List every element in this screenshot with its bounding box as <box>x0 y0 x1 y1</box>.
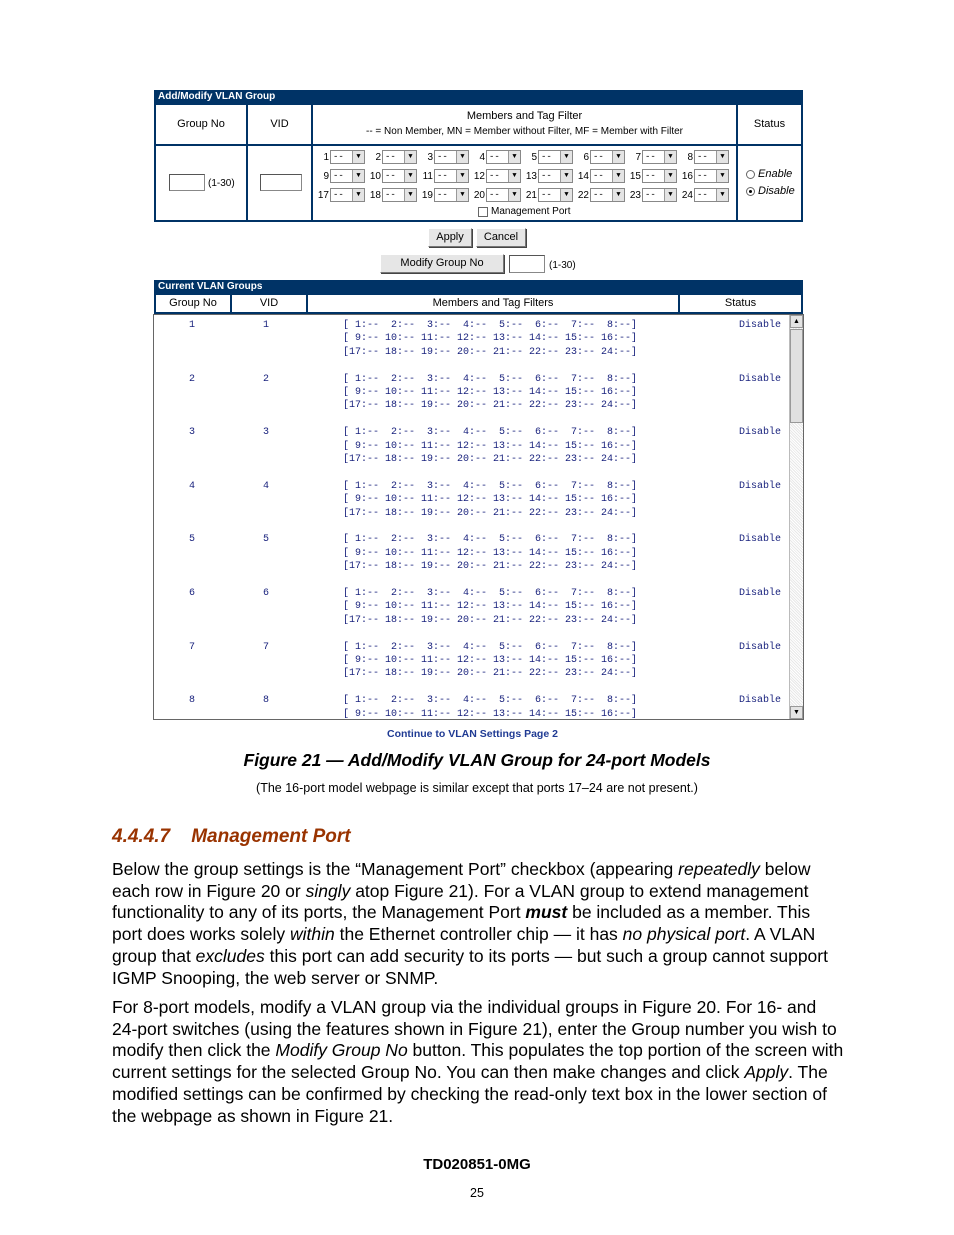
text-run: repeatedly <box>678 859 760 879</box>
port-17-select-cell <box>317 188 365 202</box>
chevron-down-icon[interactable]: ▼ <box>352 170 364 182</box>
select-value: -- <box>333 190 344 200</box>
row-group-no: 8 <box>188 695 195 707</box>
scroll-down-icon[interactable]: ▼ <box>790 706 803 719</box>
group-no-input[interactable] <box>169 174 205 191</box>
current-vlan-groups-title <box>154 280 803 295</box>
port-14-select-cell <box>577 169 625 183</box>
port-17-member-select[interactable] <box>330 188 365 202</box>
port-number-label: 13 <box>525 170 537 182</box>
chevron-down-icon[interactable]: ▼ <box>664 189 676 201</box>
port-number-label: 8 <box>687 151 693 163</box>
current-col-vid: VID <box>259 297 279 309</box>
port-number-label: 23 <box>629 189 641 201</box>
row-vid: 7 <box>262 641 269 653</box>
port-18-select-cell <box>369 188 417 202</box>
add-vlan-group-title-text: Add/Modify VLAN Group <box>158 91 276 102</box>
row-vid: 2 <box>262 373 269 385</box>
select-value: -- <box>333 152 344 162</box>
chevron-down-icon[interactable]: ▼ <box>508 189 520 201</box>
chevron-down-icon[interactable]: ▼ <box>404 170 416 182</box>
row-status: Disable <box>738 588 781 599</box>
enable-label: Enable <box>758 168 793 180</box>
row-status: Disable <box>738 534 781 546</box>
port-number-label: 16 <box>681 170 693 182</box>
scroll-up-icon[interactable]: ▲ <box>790 315 803 328</box>
disable-label: Disable <box>758 185 795 197</box>
modify-group-range: (1-30) <box>549 260 576 271</box>
port-number-label: 10 <box>369 170 381 182</box>
chevron-down-icon[interactable]: ▼ <box>456 189 468 201</box>
chevron-down-icon[interactable]: ▼ <box>352 151 364 163</box>
port-24-select-cell <box>681 188 729 202</box>
row-group-no: 1 <box>188 320 195 331</box>
port-number-label: 21 <box>525 189 537 201</box>
text-run: Modify Group No <box>275 1040 408 1061</box>
port-number-label: 5 <box>531 151 537 163</box>
row-status: Disable <box>738 480 781 492</box>
col-members: Members and Tag Filter <box>466 110 583 122</box>
row-group-no: 2 <box>188 373 195 385</box>
select-value: -- <box>437 152 448 162</box>
chevron-down-icon[interactable]: ▼ <box>612 151 624 163</box>
chevron-down-icon[interactable]: ▼ <box>560 151 572 163</box>
management-port-checkbox[interactable] <box>478 207 488 217</box>
cancel-button[interactable]: Cancel <box>476 228 526 247</box>
text-run: . A VLAN group that <box>112 924 816 966</box>
port-number-label: 6 <box>583 151 589 163</box>
port-13-member-select[interactable] <box>538 169 573 183</box>
port-8-select-cell <box>681 150 729 164</box>
chevron-down-icon[interactable]: ▼ <box>508 151 520 163</box>
port-21-select-cell <box>525 188 573 202</box>
port-5-select-cell <box>525 150 573 164</box>
port-number-label: 11 <box>422 170 433 182</box>
row-members: [ 1:-- 2:-- 3:-- 4:-- 5:-- 6:-- 7:-- 8:--] [ 9:-- 10:-- 11:-- 12:-- 13:-- 14:-- 15:-- 16:--] [17:-- 18:-- 19:-- 20:-- 21:-- 22:-- 23:-- 24:--] <box>343 480 638 519</box>
row-members: [ 1:-- 2:-- 3:-- 4:-- 5:-- 6:-- 7:-- 8:--] [ 9:-- 10:-- 11:-- 12:-- 13:-- 14:-- 15:-- 16:--] [17:-- 18:-- 19:-- 20:-- 21:-- 22:-- 23:-- 24:--] <box>343 641 638 680</box>
select-value: -- <box>385 171 396 181</box>
select-value: -- <box>541 171 552 181</box>
row-vid: 6 <box>262 588 269 599</box>
select-value: -- <box>697 152 708 162</box>
current-groups-header <box>154 294 803 314</box>
text-run: the Ethernet controller chip — it has <box>334 924 623 945</box>
text-run: this port can add security to its ports — but such a group cannot support IGMP Snooping, the web server or SNMP. <box>112 945 828 988</box>
col-status: Status <box>753 118 786 130</box>
status-disable-option[interactable] <box>746 185 795 197</box>
text-run: atop Figure 21). For a VLAN group to extend management functionality to any of its ports, the Management Port <box>112 880 809 923</box>
text-run: button. This populates the top portion of the screen with current settings for the selected Group No. You can then make changes and click <box>112 1040 844 1083</box>
current-col-group-no: Group No <box>169 297 217 309</box>
row-members: [ 1:-- 2:-- 3:-- 4:-- 5:-- 6:-- 7:-- 8:--] [ 9:-- 10:-- 11:-- 12:-- 13:-- 14:-- 15:-- 16:--] [17:-- 18:-- 19:-- 20:-- 21:-- 22:-- 23:-- 24:--] <box>343 373 638 412</box>
paragraph-management-port <box>112 859 844 989</box>
port-number-label: 19 <box>421 189 433 201</box>
port-22-select-cell <box>577 188 625 202</box>
row-vid: 4 <box>262 480 269 492</box>
port-1-member-select[interactable] <box>330 150 365 164</box>
row-members: [ 1:-- 2:-- 3:-- 4:-- 5:-- 6:-- 7:-- 8:--] [ 9:-- 10:-- 11:-- 12:-- 13:-- 14:-- 15:-- 16:--] [17:-- 18:-- 19:-- 20:-- 21:-- 22:-- 23:-- 24:--] <box>343 534 638 573</box>
chevron-down-icon[interactable]: ▼ <box>612 170 624 182</box>
port-15-member-select[interactable] <box>642 169 677 183</box>
text-run: be included as a member. This port does works solely <box>112 902 811 945</box>
port-3-select-cell <box>421 150 469 164</box>
vid-input[interactable] <box>260 174 302 191</box>
select-value: -- <box>333 171 344 181</box>
page-number: 25 <box>470 1186 484 1200</box>
row-status: Disable <box>738 641 781 653</box>
text-run: Apply <box>744 1062 789 1083</box>
chevron-down-icon[interactable]: ▼ <box>716 189 728 201</box>
add-vlan-group-table <box>154 104 803 222</box>
port-13-select-cell <box>525 169 573 183</box>
port-16-select-cell <box>681 169 729 183</box>
select-value: -- <box>697 190 708 200</box>
chevron-down-icon[interactable]: ▼ <box>716 151 728 163</box>
port-6-select-cell <box>577 150 625 164</box>
disable-radio[interactable] <box>746 187 755 196</box>
port-12-member-select[interactable] <box>486 169 521 183</box>
port-2-member-select[interactable] <box>382 150 417 164</box>
port-number-label: 12 <box>473 170 485 182</box>
select-value: -- <box>645 190 656 200</box>
modify-group-no-input[interactable] <box>509 255 545 273</box>
row-group-no: 6 <box>188 588 195 599</box>
select-value: -- <box>593 171 604 181</box>
vertical-scrollbar[interactable] <box>789 315 803 719</box>
chevron-down-icon[interactable]: ▼ <box>612 189 624 201</box>
port-24-member-select[interactable] <box>694 188 729 202</box>
port-5-member-select[interactable] <box>538 150 573 164</box>
text-run: no physical port <box>622 924 746 945</box>
select-value: -- <box>489 171 500 181</box>
port-number-label: 24 <box>681 189 693 201</box>
chevron-down-icon[interactable]: ▼ <box>352 189 364 201</box>
figure-note: (The 16-port model webpage is similar except that ports 17–24 are not present.) <box>256 781 698 795</box>
select-value: -- <box>645 152 656 162</box>
row-status: Disable <box>738 320 781 331</box>
management-port-option[interactable] <box>478 206 571 217</box>
port-1-select-cell <box>317 150 365 164</box>
text-run: must <box>525 902 568 923</box>
current-col-members: Members and Tag Filters <box>432 297 554 309</box>
port-22-member-select[interactable] <box>590 188 625 202</box>
port-9-select-cell <box>317 169 365 183</box>
row-group-no: 5 <box>188 534 195 546</box>
row-vid: 8 <box>262 695 269 707</box>
modify-group-no-button[interactable]: Modify Group No <box>380 254 504 273</box>
select-value: -- <box>385 190 396 200</box>
port-7-member-select[interactable] <box>642 150 677 164</box>
apply-button[interactable]: Apply <box>428 228 472 247</box>
port-number-label: 22 <box>577 189 589 201</box>
port-number-label: 7 <box>635 151 641 163</box>
row-members: [ 1:-- 2:-- 3:-- 4:-- 5:-- 6:-- 7:-- 8:--] [ 9:-- 10:-- 11:-- 12:-- 13:-- 14:-- 15:-- 16:--] [17:-- 18:-- 19:-- 20:-- 21:-- 22:-- 23:-- 24:--] <box>343 320 638 358</box>
port-number-label: 4 <box>479 151 485 163</box>
chevron-down-icon[interactable]: ▼ <box>716 170 728 182</box>
select-value: -- <box>593 190 604 200</box>
row-vid: 5 <box>262 534 269 546</box>
port-number-label: 18 <box>369 189 381 201</box>
row-members: [ 1:-- 2:-- 3:-- 4:-- 5:-- 6:-- 7:-- 8:--] [ 9:-- 10:-- 11:-- 12:-- 13:-- 14:-- 15:-- 16:--] [17:-- 18:-- 19:-- 20:-- 21:-- 22:-- 23:-- 24:--] <box>343 427 638 465</box>
document-id: TD020851-0MG <box>423 1156 531 1173</box>
text-run: Below the group settings is the “Management Port” checkbox (appearing <box>112 859 679 879</box>
port-10-select-cell <box>369 169 417 183</box>
chevron-down-icon[interactable]: ▼ <box>508 170 520 182</box>
port-14-member-select[interactable] <box>590 169 625 183</box>
port-8-member-select[interactable] <box>694 150 729 164</box>
text-run: excludes <box>195 945 265 966</box>
row-members: [ 1:-- 2:-- 3:-- 4:-- 5:-- 6:-- 7:-- 8:--] [ 9:-- 10:-- 11:-- 12:-- 13:-- 14:-- 15:-- 16:--] [17:-- 18:-- 19:-- 20:-- 21:-- 22:-- 23:-- 24:--] <box>343 588 638 626</box>
row-status: Disable <box>738 427 781 439</box>
port-11-member-select[interactable] <box>434 169 469 183</box>
port-number-label: 15 <box>629 170 641 182</box>
port-10-member-select[interactable] <box>382 169 417 183</box>
row-status: Disable <box>738 695 781 707</box>
enable-radio[interactable] <box>746 170 755 179</box>
chevron-down-icon[interactable]: ▼ <box>456 170 468 182</box>
chevron-down-icon[interactable]: ▼ <box>404 151 416 163</box>
port-11-select-cell <box>421 169 469 183</box>
port-3-member-select[interactable] <box>434 150 469 164</box>
select-value: -- <box>593 152 604 162</box>
select-value: -- <box>645 171 656 181</box>
port-19-member-select[interactable] <box>434 188 469 202</box>
port-12-select-cell <box>473 169 521 183</box>
port-number-label: 2 <box>375 151 381 163</box>
select-value: -- <box>541 190 552 200</box>
port-number-label: 14 <box>577 170 589 182</box>
text-run: below each row in Figure 20 or <box>112 859 811 901</box>
col-group-no: Group No <box>177 118 225 130</box>
port-19-select-cell <box>421 188 469 202</box>
chevron-down-icon[interactable]: ▼ <box>560 189 572 201</box>
management-port-label: Management Port <box>491 206 571 217</box>
group-no-range: (1-30) <box>208 178 235 189</box>
chevron-down-icon[interactable]: ▼ <box>404 189 416 201</box>
text-run: For 8-port models, modify a VLAN group via the individual groups in Figure 20. For 16- and 24-port switches (using the features shown in Figure 21), enter the Group number you wish to modify then click the <box>112 997 837 1061</box>
scroll-thumb[interactable] <box>790 329 803 423</box>
port-number-label: 9 <box>323 170 329 182</box>
port-15-select-cell <box>629 169 677 183</box>
row-group-no: 3 <box>188 427 195 439</box>
row-group-no: 4 <box>188 480 195 492</box>
port-4-member-select[interactable] <box>486 150 521 164</box>
port-23-select-cell <box>629 188 677 202</box>
chevron-down-icon[interactable]: ▼ <box>456 151 468 163</box>
port-7-select-cell <box>629 150 677 164</box>
paragraph-modify-group <box>112 997 844 1127</box>
port-2-select-cell <box>369 150 417 164</box>
select-value: -- <box>697 171 708 181</box>
col-members-legend: -- = Non Member, MN = Member without Filter, MF = Member with Filter <box>365 126 684 137</box>
row-status: Disable <box>738 373 781 385</box>
row-group-no: 7 <box>188 641 195 653</box>
current-col-status: Status <box>724 297 757 309</box>
port-4-select-cell <box>473 150 521 164</box>
row-members: [ 1:-- 2:-- 3:-- 4:-- 5:-- 6:-- 7:-- 8:--] [ 9:-- 10:-- 11:-- 12:-- 13:-- 14:-- 15:-- 16:--] <box>343 695 638 719</box>
text-run: within <box>290 924 335 945</box>
port-20-member-select[interactable] <box>486 188 521 202</box>
current-groups-textbox[interactable] <box>153 314 804 720</box>
port-9-member-select[interactable] <box>330 169 365 183</box>
port-number-label: 20 <box>473 189 485 201</box>
chevron-down-icon[interactable]: ▼ <box>664 151 676 163</box>
port-6-member-select[interactable] <box>590 150 625 164</box>
port-21-member-select[interactable] <box>538 188 573 202</box>
port-20-select-cell <box>473 188 521 202</box>
select-value: -- <box>489 152 500 162</box>
port-number-label: 1 <box>323 151 329 163</box>
chevron-down-icon[interactable]: ▼ <box>664 170 676 182</box>
row-vid: 3 <box>262 427 269 439</box>
section-heading: 4.4.4.7 Management Port <box>112 826 351 847</box>
continue-link[interactable]: Continue to VLAN Settings Page 2 <box>387 728 558 740</box>
port-number-label: 17 <box>317 189 329 201</box>
add-vlan-group-title <box>154 90 803 105</box>
select-value: -- <box>541 152 552 162</box>
select-value: -- <box>489 190 500 200</box>
port-16-member-select[interactable] <box>694 169 729 183</box>
select-value: -- <box>385 152 396 162</box>
port-number-label: 3 <box>427 151 433 163</box>
col-vid: VID <box>270 118 289 130</box>
text-run: singly <box>305 880 351 901</box>
text-run: . The modified settings can be confirmed by checking the read-only text box in the lower section of the webpage as shown in Figure 21. <box>112 1062 828 1126</box>
select-value: -- <box>437 190 448 200</box>
figure-caption: Figure 21 — Add/Modify VLAN Group for 24-port Models <box>243 750 711 770</box>
current-vlan-groups-title-text: Current VLAN Groups <box>158 281 263 292</box>
row-vid: 1 <box>262 320 269 331</box>
port-23-member-select[interactable] <box>642 188 677 202</box>
status-enable-option[interactable] <box>746 168 792 180</box>
port-18-member-select[interactable] <box>382 188 417 202</box>
chevron-down-icon[interactable]: ▼ <box>560 170 572 182</box>
select-value: -- <box>437 171 448 181</box>
